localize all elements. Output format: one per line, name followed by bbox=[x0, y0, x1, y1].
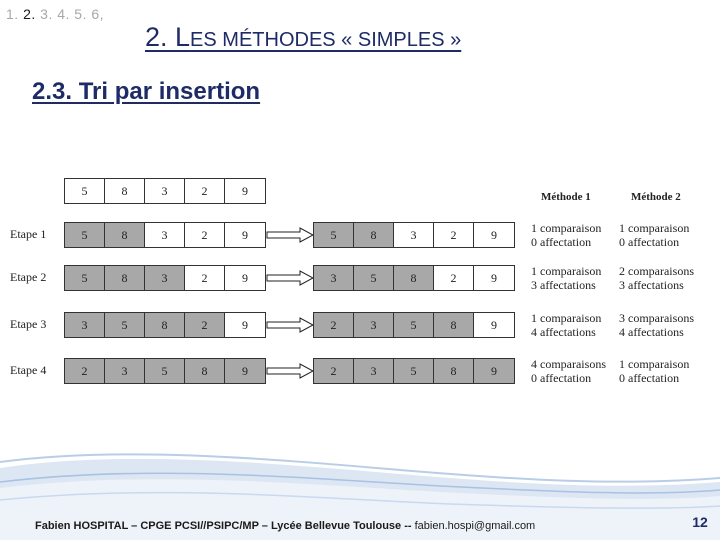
method-2-result bbox=[619, 357, 689, 385]
nav-after[interactable]: 3. 4. 5. 6, bbox=[40, 6, 105, 22]
right-arrow-icon bbox=[266, 363, 314, 379]
nav-current[interactable]: 2. bbox=[23, 6, 36, 22]
step-array-before bbox=[64, 265, 266, 291]
method-2-header: Méthode 2 bbox=[631, 191, 681, 203]
array-cell: 3 bbox=[314, 266, 354, 290]
method-2-result bbox=[619, 264, 694, 292]
slide-navigation bbox=[6, 6, 104, 22]
result-line: 0 affectation bbox=[531, 235, 592, 249]
array-cell: 9 bbox=[242, 227, 248, 242]
array-cell: 3 bbox=[145, 266, 185, 290]
step-label: Etape 4 bbox=[10, 363, 47, 377]
array-cell: 9 bbox=[242, 183, 248, 198]
array-cell: 5 bbox=[314, 223, 354, 247]
array-cell: 5 bbox=[354, 266, 394, 290]
array-cell: 2 bbox=[185, 179, 225, 203]
nav-before[interactable]: 1. bbox=[6, 6, 19, 22]
result-line: 3 affectations bbox=[531, 278, 596, 292]
result-line: 0 affectation bbox=[619, 371, 680, 385]
result-line: 1 comparaison bbox=[531, 221, 602, 235]
method-1-result bbox=[531, 264, 601, 292]
section-subtitle: 2.3. Tri par insertion bbox=[32, 78, 261, 105]
array-cell: 5 bbox=[65, 223, 105, 247]
step-array-after bbox=[313, 312, 515, 338]
result-line: 3 affectations bbox=[619, 278, 684, 292]
footer-rest: – CPGE PCSI//PSIPC/MP – Lycée Bellevue Toulouse -- bbox=[128, 520, 415, 532]
footer-email[interactable]: fabien.hospi@gmail.com bbox=[414, 520, 536, 532]
array-cell: 3 bbox=[105, 359, 145, 383]
array-cell: 5 bbox=[145, 359, 185, 383]
array-cell: 8 bbox=[105, 179, 145, 203]
method-1-result bbox=[531, 357, 606, 385]
array-cell: 2 bbox=[65, 359, 105, 383]
slide-title bbox=[145, 22, 461, 53]
title-num: 2. L bbox=[145, 22, 191, 52]
result-line: 1 comparaison bbox=[619, 357, 690, 371]
array-cell: 2 bbox=[185, 313, 225, 337]
array-cell: 9 bbox=[474, 359, 514, 383]
result-line: 3 comparaisons bbox=[619, 311, 694, 325]
step-array-after bbox=[313, 358, 515, 384]
method-2-result bbox=[619, 221, 689, 249]
result-line: 2 comparaisons bbox=[619, 264, 694, 278]
array-cell: 8 bbox=[105, 223, 145, 247]
step-array-after bbox=[313, 265, 515, 291]
method-2-result bbox=[619, 311, 694, 339]
array-cell: 3 bbox=[354, 313, 394, 337]
result-line: 4 affectations bbox=[619, 325, 684, 339]
result-line: 0 affectation bbox=[619, 235, 680, 249]
array-cell: 9 bbox=[491, 270, 497, 285]
array-cell: 8 bbox=[105, 266, 145, 290]
array-cell: 9 bbox=[225, 359, 265, 383]
array-cell: 5 bbox=[394, 313, 434, 337]
array-cell: 2 bbox=[314, 313, 354, 337]
array-cell: 8 bbox=[145, 313, 185, 337]
array-cell: 2 bbox=[434, 266, 474, 290]
result-line: 4 affectations bbox=[531, 325, 596, 339]
array-cell: 9 bbox=[491, 317, 497, 332]
initial-array bbox=[64, 178, 266, 204]
array-cell: 8 bbox=[394, 266, 434, 290]
method-1-result bbox=[531, 221, 601, 249]
step-array-before bbox=[64, 312, 266, 338]
array-cell: 8 bbox=[434, 359, 474, 383]
right-arrow-icon bbox=[266, 270, 314, 286]
array-cell: 9 bbox=[242, 317, 248, 332]
array-cell: 8 bbox=[354, 223, 394, 247]
array-cell: 5 bbox=[394, 359, 434, 383]
footer-author: Fabien HOSPITAL bbox=[35, 520, 129, 532]
result-line: 1 comparaison bbox=[531, 311, 602, 325]
result-line: 1 comparaison bbox=[531, 264, 602, 278]
right-arrow-icon bbox=[266, 227, 314, 243]
array-cell: 8 bbox=[434, 313, 474, 337]
result-line: 0 affectation bbox=[531, 371, 592, 385]
array-cell: 3 bbox=[145, 179, 185, 203]
array-cell: 2 bbox=[185, 266, 225, 290]
method-1-result bbox=[531, 311, 601, 339]
array-cell: 2 bbox=[434, 223, 474, 247]
array-cell: 5 bbox=[65, 266, 105, 290]
array-cell: 3 bbox=[145, 223, 185, 247]
array-cell: 3 bbox=[354, 359, 394, 383]
step-label: Etape 2 bbox=[10, 270, 47, 284]
step-array-after bbox=[313, 222, 515, 248]
method-1-header: Méthode 1 bbox=[541, 191, 591, 203]
step-array-before bbox=[64, 358, 266, 384]
array-cell: 9 bbox=[491, 227, 497, 242]
footer-credits bbox=[35, 520, 535, 532]
array-cell: 8 bbox=[185, 359, 225, 383]
step-label: Etape 1 bbox=[10, 227, 47, 241]
array-cell: 5 bbox=[105, 313, 145, 337]
array-cell: 3 bbox=[65, 313, 105, 337]
result-line: 1 comparaison bbox=[619, 221, 690, 235]
step-label: Etape 3 bbox=[10, 317, 47, 331]
array-cell: 5 bbox=[65, 179, 105, 203]
array-cell: 9 bbox=[242, 270, 248, 285]
result-line: 4 comparaisons bbox=[531, 357, 606, 371]
page-number: 12 bbox=[692, 514, 708, 530]
array-cell: 2 bbox=[314, 359, 354, 383]
array-cell: 2 bbox=[185, 223, 225, 247]
step-array-before bbox=[64, 222, 266, 248]
title-caps: ES MÉTHODES « SIMPLES » bbox=[190, 29, 462, 51]
array-cell: 3 bbox=[394, 223, 434, 247]
right-arrow-icon bbox=[266, 317, 314, 333]
